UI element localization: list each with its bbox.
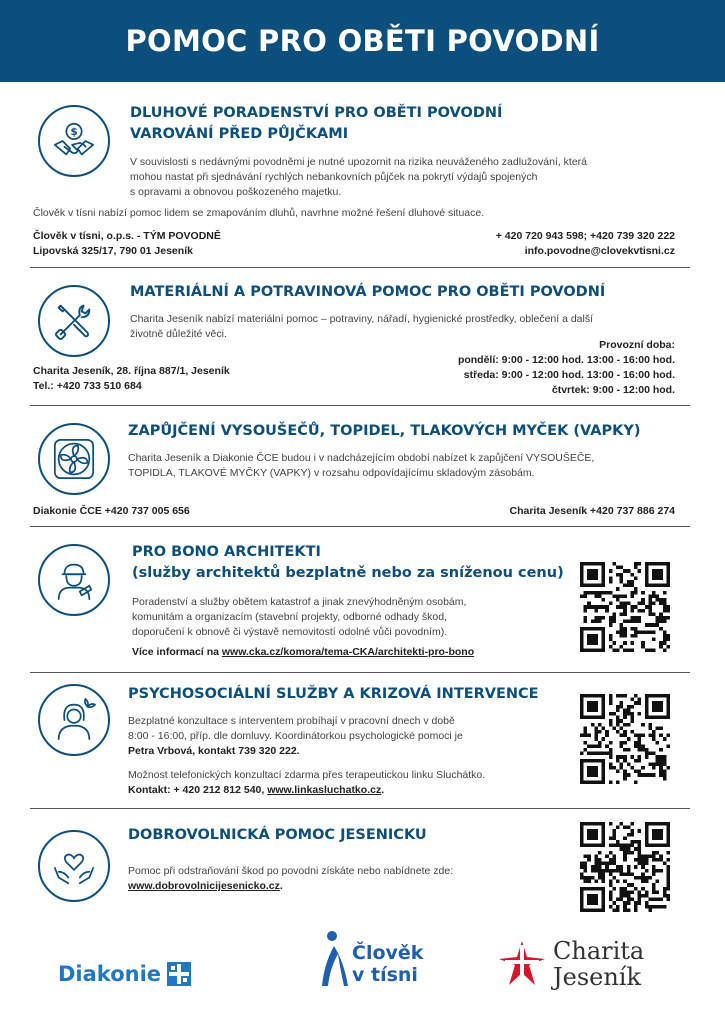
qr-code-architekti[interactable] [580, 562, 670, 652]
s5-desc-line2: 8:00 - 16:00, příp. dle domluvy. Koordinátorkou psychologické pomoci je [128, 730, 463, 742]
divider [30, 267, 690, 268]
diakonie-cross-icon [167, 962, 191, 986]
qr-code-dobrovolnici[interactable] [580, 822, 670, 912]
s2-hours-label: Provozní doba: [599, 339, 675, 351]
s2-hours-thu: čtvrtek: 9:00 - 12:00 hod. [551, 384, 675, 396]
divider [30, 808, 690, 809]
s6-link[interactable]: www.dobrovolnicijesenicko.cz [128, 880, 280, 892]
clovek-logo-line2: v tísni [352, 964, 418, 986]
page-header [0, 0, 725, 82]
s5-contact-end: . [381, 784, 385, 796]
s4-more-link[interactable]: www.cka.cz/komora/tema-CKA/architekti-pro-bono [221, 646, 475, 658]
s6-title: DOBROVOLNICKÁ POMOC JESENICKU [128, 827, 427, 843]
s4-more-info [132, 645, 474, 660]
divider [30, 672, 690, 673]
divider [30, 405, 690, 406]
s1-desc-line2: mohou nastat při sjednávání rychlých nebankovních půjček na pokrytí výdajů spojených [130, 171, 538, 183]
qr-code-sluchatko[interactable] [580, 694, 670, 784]
s5-desc-line4: Možnost telefonických konzultací zdarma přes terapeutickou linku Sluchátko. [128, 769, 486, 781]
s5-desc-line1: Bezplatné konzultace s interventem probíhají v pracovní dnech v době [128, 715, 455, 727]
charita-jesenik-logo [497, 938, 644, 990]
debt-advice-icon [38, 105, 110, 177]
s3-title: ZAPŮJČENÍ VYSOUŠEČŮ, TOPIDEL, TLAKOVÝCH MYČEK (VAPKY) [128, 423, 641, 439]
s5-contact-link[interactable]: www.linkasluchatko.cz [267, 784, 382, 796]
s1-note: Člověk v tísni nabízí pomoc lidem se zmapováním dluhů, navrhne možné řešení dluhové situace. [33, 207, 485, 219]
s6-link-line [128, 879, 283, 894]
s3-desc-line1: Charita Jeseník a Diakonie ČCE budou i v nadcházejícím období nabízet k zapůjčení VYSOUŠEČE, [128, 452, 595, 464]
s2-title: MATERIÁLNÍ A POTRAVINOVÁ POMOC PRO OBĚTI POVODNÍ [130, 284, 606, 300]
s3-desc-line2: TOPIDLA, TLAKOVÉ MYČKY (VAPKY) v rozsahu odpovídajícímu skladovým zásobám. [128, 467, 535, 479]
s4-desc-line3: doporučení k obnově či výstavě nemovitostí odolné vůči povodním). [132, 626, 448, 638]
s4-title-line1: PRO BONO ARCHITEKTI [132, 544, 321, 560]
s5-contact [128, 783, 384, 798]
s3-contact-charita: Charita Jeseník +420 737 886 274 [509, 505, 675, 517]
clovek-logo-line1: Člověk [352, 942, 424, 964]
s2-hours-mon: pondělí: 9:00 - 12:00 hod. 13:00 - 16:00 hod. [457, 354, 675, 366]
s1-desc-line3: s opravami a obnovou poškozeného majetku. [130, 186, 342, 198]
s5-contact-label: Kontakt: + 420 212 812 540, [128, 784, 268, 796]
s1-email[interactable]: info.povodne@clovekvtisni.cz [524, 245, 675, 257]
diakonie-logo-text: Diakonie [58, 962, 162, 986]
svg-text:$: $ [70, 126, 78, 139]
s6-desc: Pomoc při odstraňování škod po povodni získáte nebo nabídnete zde: [128, 865, 454, 877]
fan-icon [38, 423, 110, 495]
s2-address: Charita Jeseník, 28. října 887/1, Jeseník [33, 365, 230, 377]
s2-desc-line1: Charita Jeseník nabízí materiální pomoc – potraviny, nářadí, hygienické prostředky, oblečení a další [130, 313, 594, 325]
divider [30, 526, 690, 527]
clovek-v-tisni-logo [318, 928, 423, 988]
s2-phone: Tel.: +420 733 510 684 [33, 380, 142, 392]
heart-hands-icon [38, 830, 110, 902]
s4-title-line2: (služby architektů bezplatně nebo za sníženou cenu) [132, 565, 564, 581]
s1-phones: + 420 720 943 598; +420 739 320 222 [495, 230, 675, 242]
diakonie-logo [58, 962, 191, 986]
s6-link-end: . [279, 880, 283, 892]
s5-desc-line3: Petra Vrbová, kontakt 739 320 222. [128, 745, 300, 757]
charita-logo-line2: Jeseník [553, 963, 642, 991]
psychologist-icon [38, 684, 110, 756]
s1-title-line1: DLUHOVÉ PORADENSTVÍ PRO OBĚTI POVODNÍ [130, 105, 503, 121]
s2-desc-line2: životně důležité věci. [130, 328, 227, 340]
page-title: POMOC PRO OBĚTI POVODNÍ [125, 24, 600, 58]
charita-cross-icon [497, 939, 547, 989]
s1-title-line2: VAROVÁNÍ PŘED PŮJČKAMI [130, 126, 349, 142]
s5-title: PSYCHOSOCIÁLNÍ SLUŽBY A KRIZOVÁ INTERVENCE [128, 686, 539, 702]
s4-desc-line2: komunitám a organizacím (stavební projekty, odborné odhady škod, [132, 611, 447, 623]
s1-org: Člověk v tísni, o.p.s. - TÝM POVODNĚ [33, 230, 221, 242]
charita-logo-line1: Charita [553, 937, 645, 965]
s4-more-label: Více informací na [132, 646, 222, 658]
architect-icon [38, 544, 110, 616]
s2-hours-wed: středa: 9:00 - 12:00 hod. 13:00 - 16:00 hod. [463, 369, 675, 381]
s1-address: Lipovská 325/17, 790 01 Jeseník [33, 245, 193, 257]
tools-icon [38, 285, 110, 357]
s1-desc-line1: V souvislosti s nedávnými povodněmi je nutné upozornit na rizika neuváženého zadlužování, která [130, 156, 588, 168]
s3-contact-diakonie: Diakonie ČCE +420 737 005 656 [33, 505, 190, 517]
person-figure-icon [318, 928, 348, 988]
s4-desc-line1: Poradenství a služby obětem katastrof a jinak znevýhodněným osobám, [132, 596, 467, 608]
